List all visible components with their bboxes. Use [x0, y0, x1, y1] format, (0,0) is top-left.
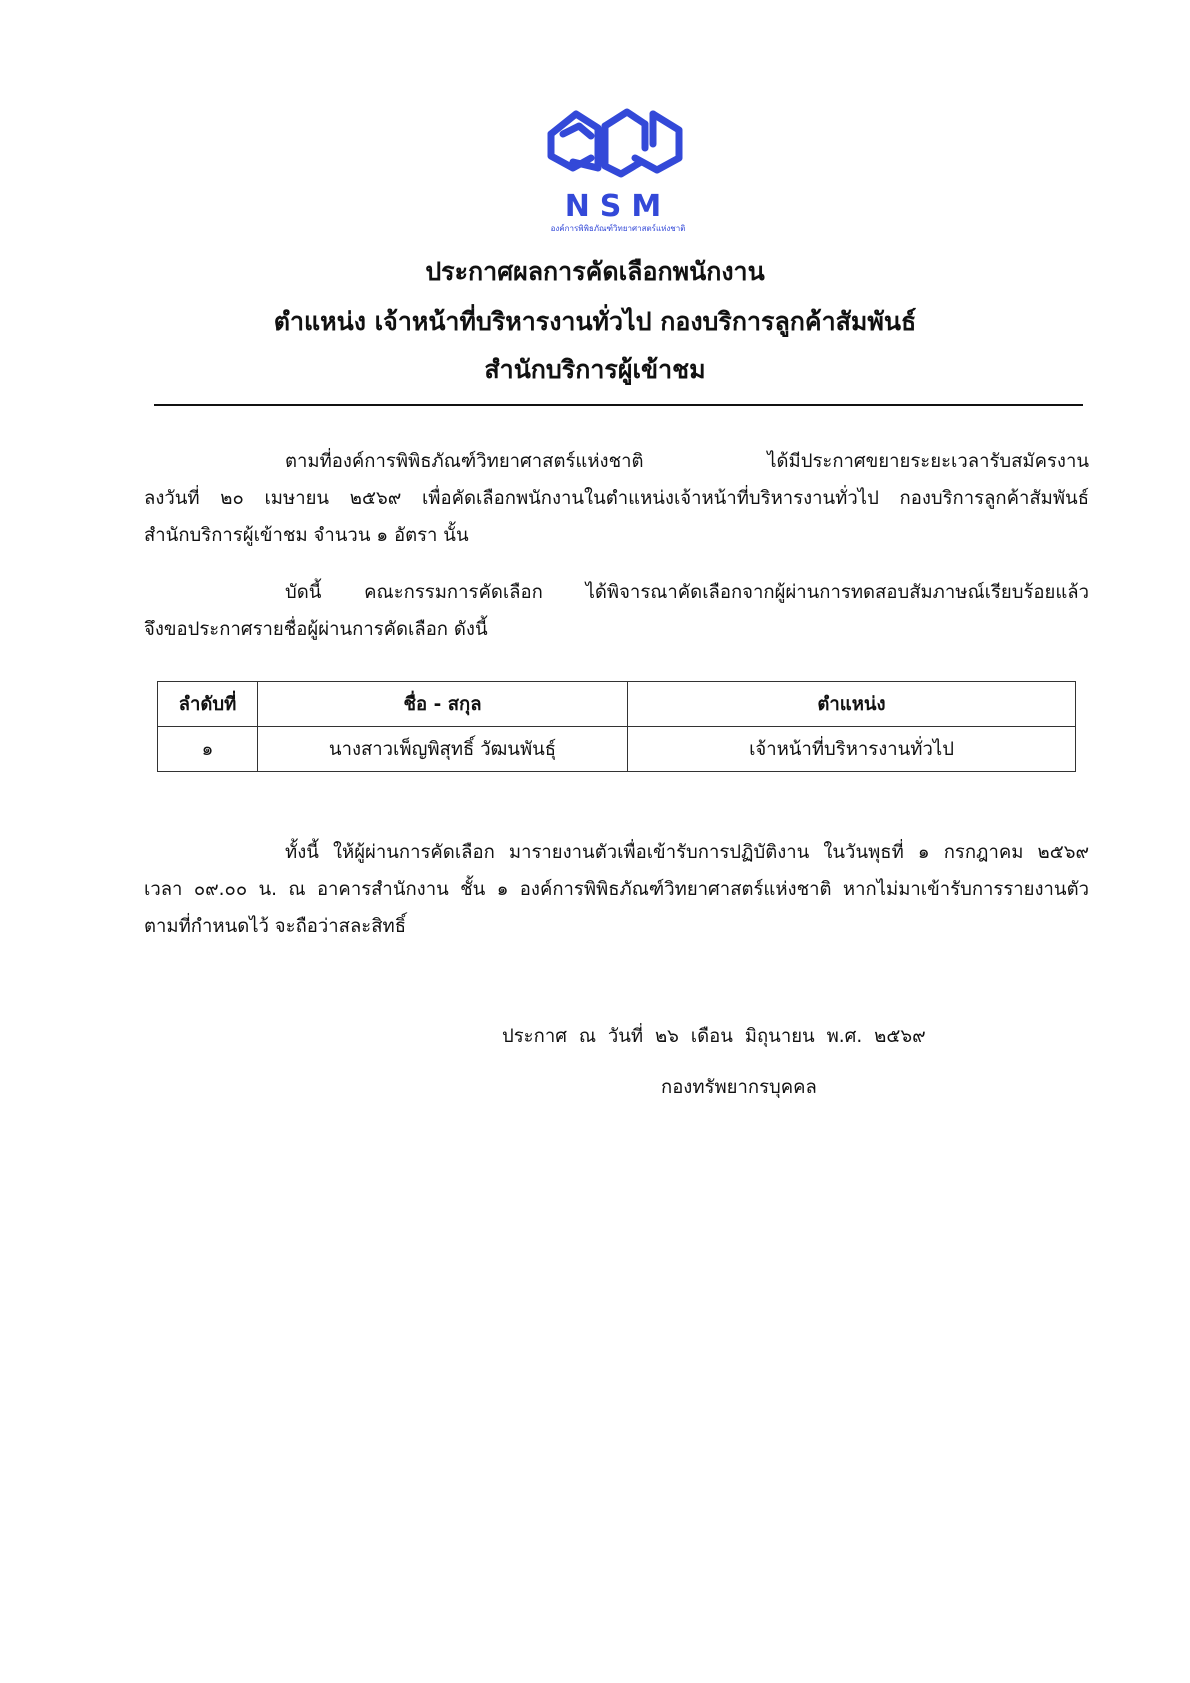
column-header-name: ชื่อ - สกุล [258, 682, 628, 727]
paragraph-line: ตามที่องค์การพิพิธภัณฑ์วิทยาศาสตร์แห่งชาติ ได้มีประกาศขยายระยะเวลารับสมัครงาน [285, 451, 1089, 472]
selection-result-table [157, 681, 1076, 772]
paragraph-line: ทั้งนี้ ให้ผู้ผ่านการคัดเลือก มารายงานตัวเพื่อเข้ารับการปฏิบัติงาน ในวันพุธที่ ๑ กรกฎาคม ๒๕๖๙ [285, 842, 1089, 863]
announcement-paragraph-1 [144, 443, 1089, 554]
title-divider [154, 404, 1083, 406]
announcement-date: ประกาศ ณ วันที่ ๒๖ เดือน มิถุนายน พ.ศ. ๒๕๖๙ [502, 1026, 926, 1047]
announcement-paragraph-3 [144, 834, 1089, 945]
page-title: ประกาศผลการคัดเลือกพนักงาน [425, 257, 765, 286]
column-header-order: ลำดับที่ [158, 682, 258, 727]
position-title: ตำแหน่ง เจ้าหน้าที่บริหารงานทั่วไป กองบริการลูกค้าสัมพันธ์ [273, 307, 917, 336]
paragraph-line: สำนักบริการผู้เข้าชม จำนวน ๑ อัตรา นั้น [144, 525, 469, 546]
paragraph-line: บัดนี้ คณะกรรมการคัดเลือก ได้พิจารณาคัดเลือกจากผู้ผ่านการทดสอบสัมภาษณ์เรียบร้อยแล้ว [285, 582, 1089, 603]
paragraph-line: ลงวันที่ ๒๐ เมษายน ๒๕๖๙ เพื่อคัดเลือกพนักงานในตำแหน่งเจ้าหน้าที่บริหารงานทั่วไป กองบริการลูกค้าสัมพันธ์ [144, 488, 1089, 509]
nsm-logo [543, 104, 693, 234]
paragraph-line: เวลา ๐๙.๐๐ น. ณ อาคารสำนักงาน ชั้น ๑ องค์การพิพิธภัณฑ์วิทยาศาสตร์แห่งชาติ หากไม่มาเข้ารับการรายงานตัว [144, 879, 1089, 900]
cell-order: ๑ [158, 727, 258, 772]
table-row [158, 727, 1076, 772]
office-title: สำนักบริการผู้เข้าชม [484, 355, 706, 384]
table-header-row [158, 682, 1076, 727]
cell-name: นางสาวเพ็ญพิสุทธิ์ วัฒนพันธุ์ [258, 727, 628, 772]
paragraph-line: ตามที่กำหนดไว้ จะถือว่าสละสิทธิ์ [144, 916, 407, 937]
issuing-department: กองทรัพยากรบุคคล [661, 1077, 817, 1098]
cell-position: เจ้าหน้าที่บริหารงานทั่วไป [628, 727, 1076, 772]
logo-subtitle: องค์การพิพิธภัณฑ์วิทยาศาสตร์แห่งชาติ [550, 224, 686, 233]
column-header-position: ตำแหน่ง [628, 682, 1076, 727]
announcement-paragraph-2 [144, 574, 1089, 648]
logo-text: NSM [564, 189, 672, 224]
paragraph-line: จึงขอประกาศรายชื่อผู้ผ่านการคัดเลือก ดังนี้ [144, 619, 488, 640]
